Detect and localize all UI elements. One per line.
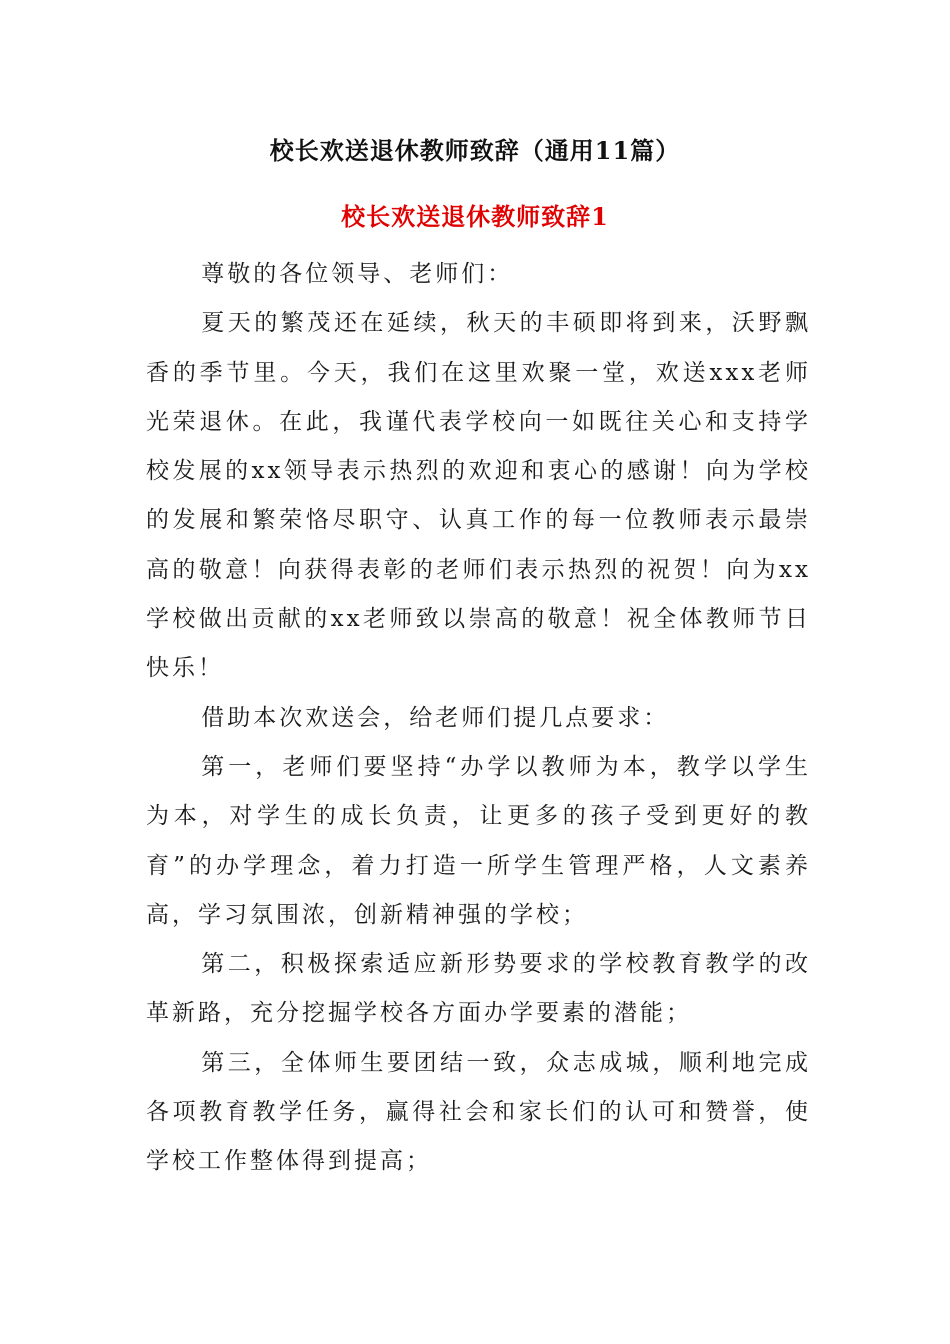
document-body: [146, 250, 811, 1187]
document-title: 校长欢送退休教师致辞（通用11篇）: [269, 136, 681, 165]
paragraph-opening: 夏天的繁茂还在延续，秋天的丰硕即将到来，沃野飘香的季节里。今天，我们在这里欢聚一堂，欢送xxx老师光荣退休。在此，我谨代表学校向一如既往关心和支持学校发展的xx领导表示热烈的欢迎和衷心的感谢！向为学校的发展和繁荣恪尽职守、认真工作的每一位教师表示最崇高的敬意！向获得表彰的老师们表示热烈的祝贺！向为xx学校做出贡献的xx老师致以崇高的敬意！祝全体教师节日快乐！: [146, 310, 811, 682]
paragraph-salutation: 尊敬的各位领导、老师们：: [201, 261, 514, 287]
paragraph-requirement-2: 第二，积极探索适应新形势要求的学校教育教学的改革新路，充分挖掘学校各方面办学要素的潜能；: [146, 951, 811, 1027]
section-title: 校长欢送退休教师致辞1: [341, 202, 609, 231]
paragraph-requirement-1: 第一，老师们要坚持“办学以教师为本，教学以学生为本，对学生的成长负责，让更多的孩子受到更好的教育”的办学理念，着力打造一所学生管理严格，人文素养高，学习氛围浓，创新精神强的学校；: [146, 753, 811, 928]
paragraph-requirements-intro: 借助本次欢送会，给老师们提几点要求：: [201, 704, 670, 731]
paragraph-requirement-3: 第三，全体师生要团结一致，众志成城，顺利地完成各项教育教学任务，赢得社会和家长们的认可和赞誉，使学校工作整体得到提高；: [146, 1049, 811, 1175]
